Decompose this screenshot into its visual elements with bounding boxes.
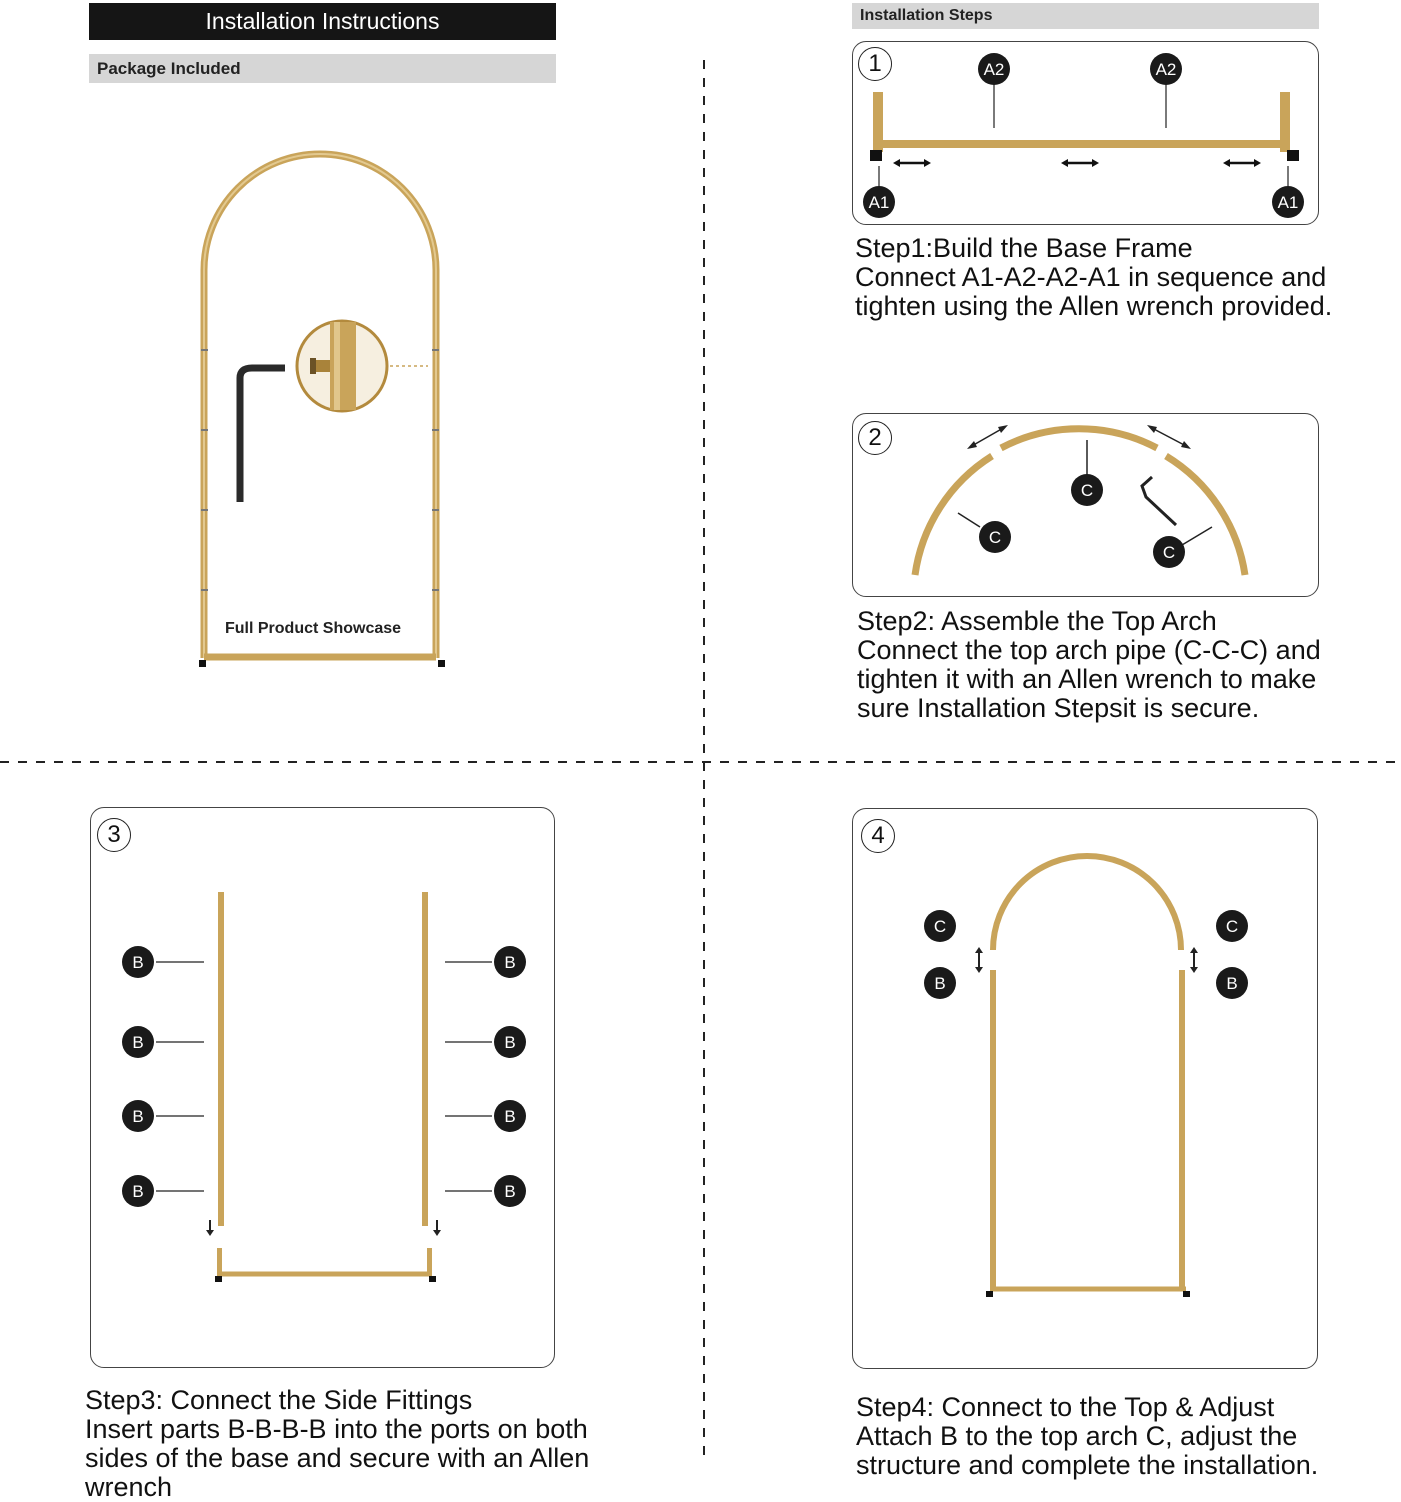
badge-b: B (504, 953, 516, 972)
badge-b: B (934, 974, 946, 993)
badge-c: C (1080, 481, 1094, 500)
badge-b: B (504, 1107, 516, 1126)
instructions-title: Installation Instructions (89, 3, 556, 40)
step2-description: Step2: Assemble the Top Arch Connect the top arch pipe (C-C-C) and tighten it with an Allen wrench to make sure Installation Stepsit is secure. (857, 606, 1321, 723)
badge-b: B (132, 953, 144, 972)
badge-c: C (933, 917, 947, 936)
step1-description: Step1:Build the Base Frame Connect A1-A2-A2-A1 in sequence and tighten using the Allen wrench provided. (855, 233, 1333, 321)
badge-c: C (1162, 543, 1176, 562)
step3-description: Step3: Connect the Side Fittings Insert parts B-B-B-B into the ports on both sides of the base and secure with an Allen wrench (85, 1385, 590, 1502)
badge-b: B (132, 1033, 144, 1052)
badge-a2: A2 (1155, 60, 1177, 79)
step1-number: 1 (858, 47, 892, 81)
badge-b: B (132, 1182, 144, 1201)
installation-steps-label: Installation Steps (852, 3, 1319, 29)
step3-number: 3 (97, 818, 131, 852)
step4-number: 4 (861, 819, 895, 853)
step4-description: Step4: Connect to the Top & Adjust Attach B to the top arch C, adjust the structure and complete the installation. (856, 1392, 1319, 1480)
badge-b: B (132, 1107, 144, 1126)
badge-b: B (1226, 974, 1238, 993)
package-included-label: Package Included (89, 54, 556, 83)
step2-number: 2 (858, 421, 892, 455)
badge-a1: A1 (868, 193, 890, 212)
badge-b: B (504, 1033, 516, 1052)
badge-a2: A2 (983, 60, 1005, 79)
badge-c: C (988, 528, 1002, 547)
badge-c: C (1225, 917, 1239, 936)
badge-b: B (504, 1182, 516, 1201)
badge-a1: A1 (1277, 193, 1299, 212)
showcase-caption: Full Product Showcase (225, 620, 402, 637)
